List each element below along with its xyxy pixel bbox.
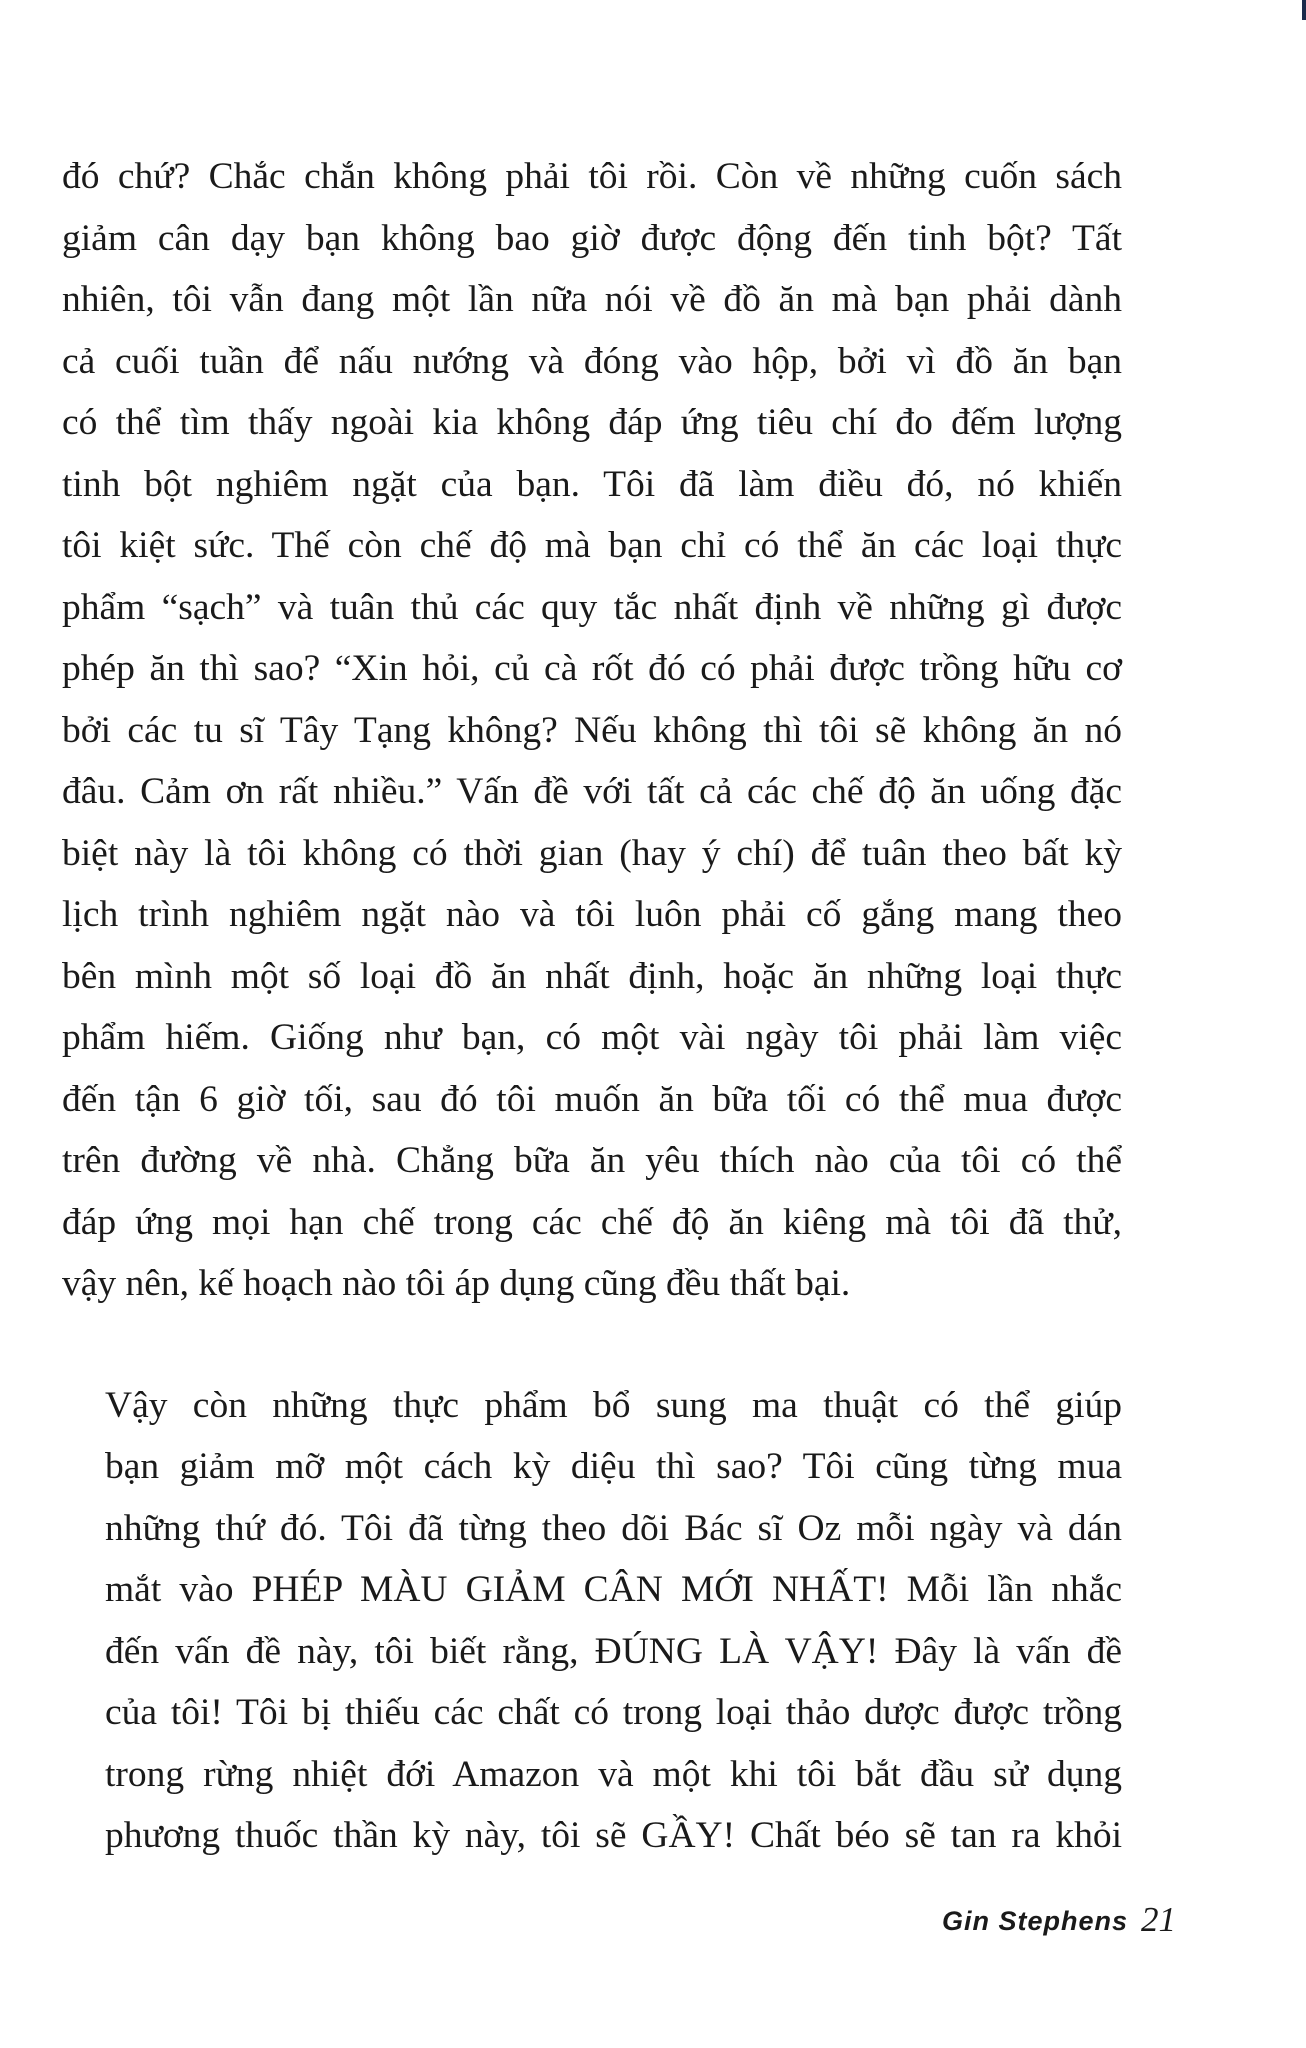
text-line: biệt này là tôi không có thời gian (hay ý chí) để tuân theo bất kỳ [62, 832, 1122, 874]
text-line: trên đường về nhà. Chẳng bữa ăn yêu thích nào của tôi có thể [62, 1140, 1122, 1181]
text-line: phương thuốc thần kỳ này, tôi sẽ GẦY! Chất béo sẽ tan ra khỏi [105, 1815, 1122, 1856]
text-line: trong rừng nhiệt đới Amazon và một khi tôi bắt đầu sử dụng [105, 1753, 1122, 1795]
text-line: phép ăn thì sao? “Xin hỏi, củ cà rốt đó có phải được trồng hữu cơ [62, 648, 1122, 689]
text-line: phẩm hiếm. Giống như bạn, có một vài ngày tôi phải làm việc [62, 1017, 1122, 1058]
text-line: của tôi! Tôi bị thiếu các chất có trong loại thảo dược được trồng [105, 1692, 1122, 1733]
text-line: tinh bột nghiêm ngặt của bạn. Tôi đã làm điều đó, nó khiến [62, 463, 1122, 505]
text-line: có thể tìm thấy ngoài kia không đáp ứng tiêu chí đo đếm lượng [62, 402, 1122, 443]
text-line: đến tận 6 giờ tối, sau đó tôi muốn ăn bữa tối có thể mua được [62, 1078, 1122, 1120]
text-line: tôi kiệt sức. Thế còn chế độ mà bạn chỉ có thể ăn các loại thực [62, 525, 1122, 566]
text-line: vậy nên, kế hoạch nào tôi áp dụng cũng đều thất bại. [62, 1263, 851, 1304]
text-line: phẩm “sạch” và tuân thủ các quy tắc nhất định về những gì được [62, 586, 1122, 628]
text-line: mắt vào PHÉP MÀU GIẢM CÂN MỚI NHẤT! Mỗi lần nhắc [105, 1569, 1122, 1610]
page-footer [0, 1896, 1306, 1946]
text-line: cả cuối tuần để nấu nướng và đóng vào hộp, bởi vì đồ ăn bạn [62, 340, 1122, 382]
running-head: Gin Stephens [941, 1906, 1128, 1936]
text-line: những thứ đó. Tôi đã từng theo dõi Bác sĩ Oz mỗi ngày và dán [105, 1507, 1122, 1549]
text-line: bên mình một số loại đồ ăn nhất định, hoặc ăn những loại thực [62, 955, 1122, 997]
page-number: 21 [1141, 1900, 1176, 1939]
text-line: lịch trình nghiêm ngặt nào và tôi luôn phải cố gắng mang theo [62, 894, 1122, 935]
text-line: đó chứ? Chắc chắn không phải tôi rồi. Còn về những cuốn sách [62, 156, 1122, 197]
text-line: đâu. Cảm ơn rất nhiều.” Vấn đề với tất cả các chế độ ăn uống đặc [62, 771, 1122, 812]
text-line: bạn giảm mỡ một cách kỳ diệu thì sao? Tôi cũng từng mua [105, 1446, 1122, 1487]
page-edge-mark [1302, 0, 1306, 20]
text-line: đến vấn đề này, tôi biết rằng, ĐÚNG LÀ VẬY! Đây là vấn đề [105, 1630, 1122, 1672]
paragraph-1 [62, 146, 1122, 1315]
text-line: Vậy còn những thực phẩm bổ sung ma thuật có thể giúp [105, 1384, 1122, 1426]
text-line: đáp ứng mọi hạn chế trong các chế độ ăn kiêng mà tôi đã thử, [62, 1201, 1122, 1243]
text-line: bởi các tu sĩ Tây Tạng không? Nếu không thì tôi sẽ không ăn nó [62, 709, 1122, 751]
page-body [62, 146, 1122, 1867]
text-line: giảm cân dạy bạn không bao giờ được động đến tinh bột? Tất [62, 217, 1122, 259]
text-line: nhiên, tôi vẫn đang một lần nữa nói về đồ ăn mà bạn phải dành [62, 279, 1122, 320]
paragraph-2 [62, 1375, 1122, 1867]
